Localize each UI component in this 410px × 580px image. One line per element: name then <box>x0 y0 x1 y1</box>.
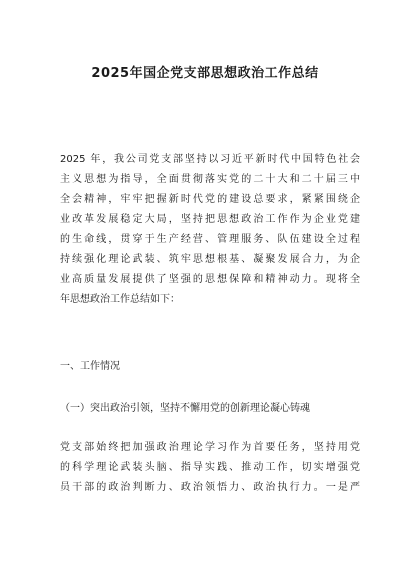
body-line: 党支部始终把加强政治理论学习作为首要任务，坚持用党 <box>60 442 360 453</box>
intro-line: 的生命线，贯穿于生产经营、管理服务、队伍建设全过程 <box>60 234 360 245</box>
section-heading: 一、工作情况 <box>60 361 120 372</box>
intro-line: 2025 年，我公司党支部坚持以习近平新时代中国特色社会 <box>60 154 360 165</box>
document-title: 2025年国企党支部思想政治工作总结 <box>91 66 319 81</box>
intro-line: 业改革发展稳定大局，坚持把思想政治工作作为企业党建 <box>60 214 360 225</box>
body-line: 的科学理论武装头脑、指导实践、推动工作，切实增强党 <box>60 462 360 473</box>
intro-line: 主义思想为指导，全面贯彻落实党的二十大和二十届三中 <box>60 174 360 185</box>
intro-line: 年思想政治工作总结如下： <box>60 294 180 305</box>
intro-paragraph <box>60 150 360 310</box>
body-line: 员干部的政治判断力、政治领悟力、政治执行力。一是严 <box>60 482 360 493</box>
intro-line: 业高质量发展提供了坚强的思想保障和精神动力。现将全 <box>60 274 360 285</box>
intro-line: 持续强化理论武装、筑牢思想根基、凝聚发展合力，为企 <box>60 254 360 265</box>
body-paragraph <box>60 438 360 498</box>
intro-line: 全会精神，牢牢把握新时代党的建设总要求，紧紧围绕企 <box>60 194 360 205</box>
subsection-heading: （一）突出政治引领，坚持不懈用党的创新理论凝心铸魂 <box>60 403 310 414</box>
